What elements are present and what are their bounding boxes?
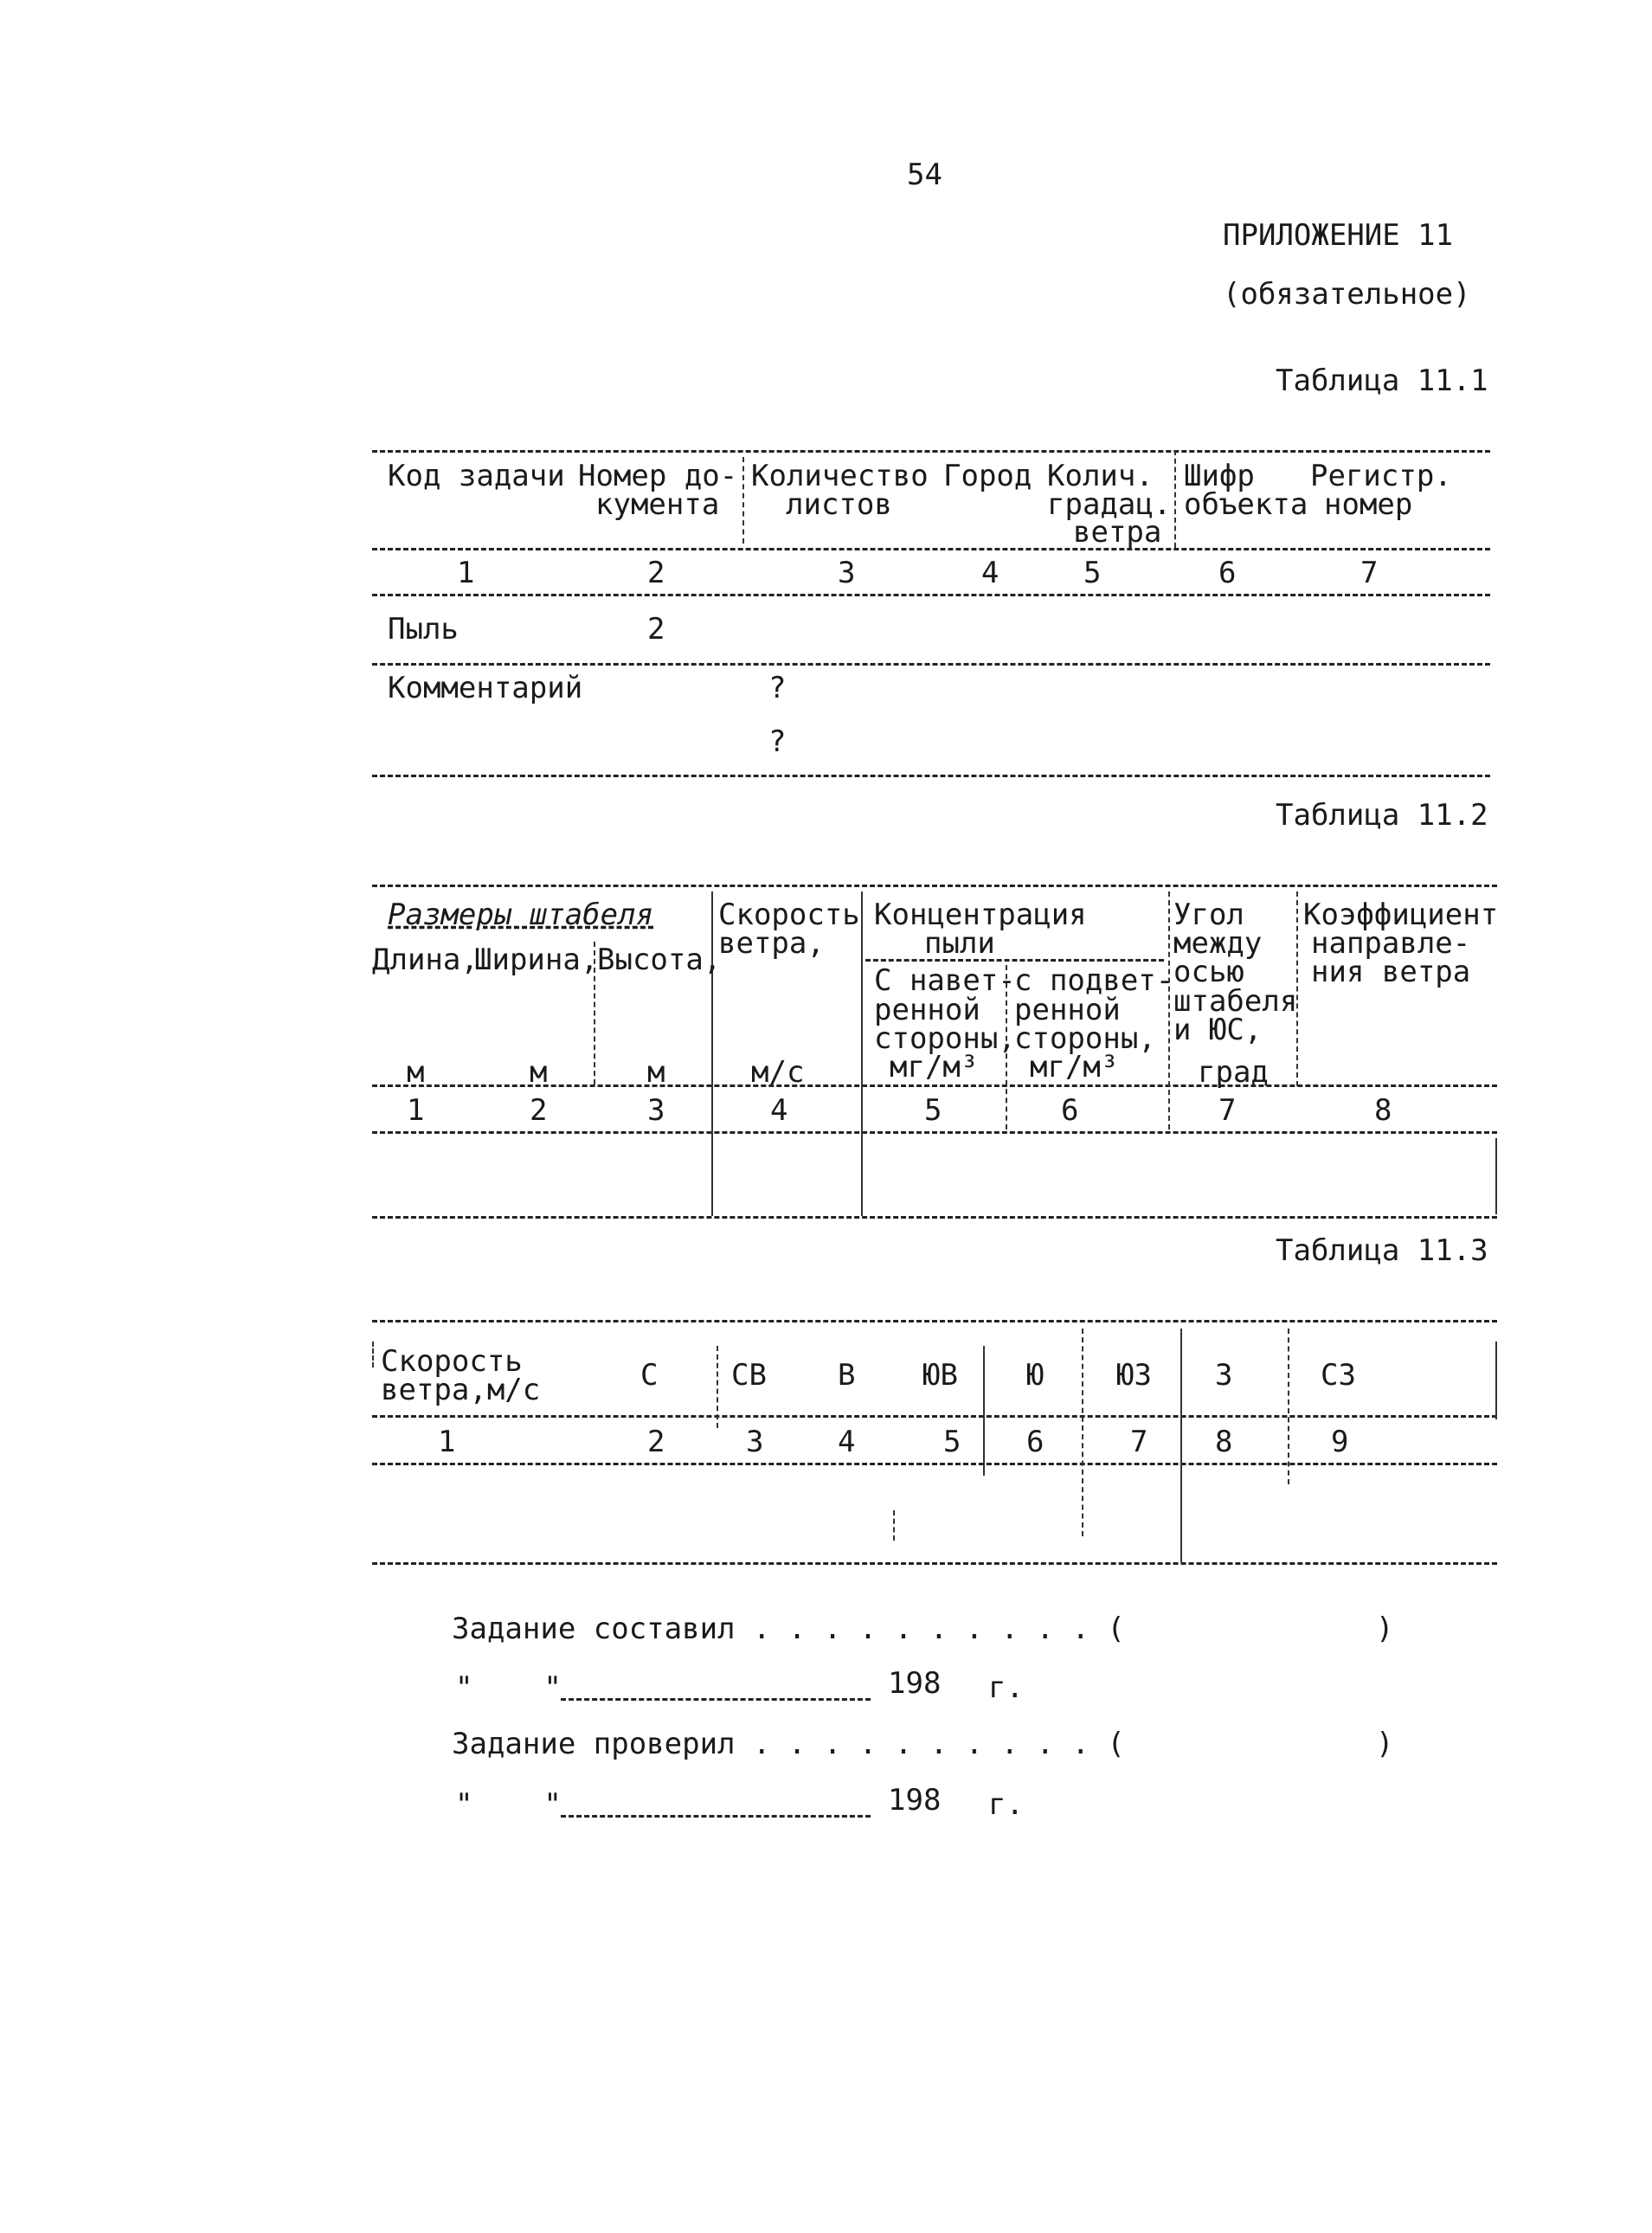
t1-column-number: 2 xyxy=(647,556,665,590)
t1-header-reg-number: Регистр. xyxy=(1310,459,1452,493)
composed-year-suffix: г. xyxy=(988,1670,1024,1705)
page-number: 54 xyxy=(907,158,942,192)
t2-header-wind-speed: Скорость xyxy=(718,898,860,932)
checked-year: 198 xyxy=(888,1783,942,1818)
checked-date-quotes: " " xyxy=(455,1787,562,1822)
column-divider xyxy=(1168,891,1170,1129)
t2-header-windward: ренной xyxy=(874,993,980,1027)
t1-row-value: 2 xyxy=(647,612,665,647)
t3-column-number: 3 xyxy=(746,1425,764,1459)
t1-header-object-code: объекта xyxy=(1184,487,1308,522)
column-divider xyxy=(1495,1138,1497,1214)
t2-header-leeward: с подвет- xyxy=(1014,963,1174,998)
t3-header-direction: В xyxy=(838,1358,856,1393)
t2-column-number: 1 xyxy=(407,1093,425,1128)
t2-header-leeward: ренной xyxy=(1014,993,1121,1027)
appendix-status: (обязательное) xyxy=(1223,277,1471,312)
t2-header-length: Длина, xyxy=(372,943,479,977)
column-divider xyxy=(1174,450,1176,548)
t1-header-gradations: градац. xyxy=(1047,487,1172,522)
table-rule xyxy=(372,1216,1497,1219)
t2-header-coefficient: ния ветра xyxy=(1311,955,1471,989)
t2-unit: мг/м³ xyxy=(1030,1050,1119,1084)
t2-unit: м xyxy=(530,1055,548,1090)
t3-column-number: 8 xyxy=(1215,1425,1233,1459)
t2-unit: град xyxy=(1198,1055,1269,1090)
t1-column-number: 3 xyxy=(838,556,856,590)
t3-header-wind-speed: Скорость xyxy=(381,1344,523,1379)
table-rule xyxy=(372,450,1490,453)
t3-header-direction: Ю xyxy=(1026,1358,1045,1393)
t1-row-label: Пыль xyxy=(388,612,459,647)
table-rule xyxy=(372,1562,1497,1565)
t2-header-angle: и ЮС, xyxy=(1173,1013,1263,1047)
t1-header-city: Город xyxy=(943,459,1032,493)
t3-header-direction: СЗ xyxy=(1321,1358,1356,1393)
table-rule xyxy=(372,775,1490,777)
t3-header-direction: З xyxy=(1215,1358,1233,1393)
t2-column-number: 5 xyxy=(924,1093,942,1128)
table-11-2-caption: Таблица 11.2 xyxy=(1276,798,1488,833)
table-rule xyxy=(372,594,1490,596)
column-divider xyxy=(1288,1329,1289,1484)
t1-header-sheets: листов xyxy=(786,487,892,522)
composed-date-line xyxy=(561,1698,871,1701)
t2-header-angle: штабеля xyxy=(1173,984,1298,1019)
t2-unit: м/с xyxy=(751,1055,805,1090)
column-divider xyxy=(1495,1342,1497,1419)
t3-column-number: 1 xyxy=(438,1425,456,1459)
t1-row-value: ? xyxy=(768,724,787,759)
t2-header-concentration: пыли xyxy=(924,926,995,961)
t2-header-angle: осью xyxy=(1173,955,1244,989)
t1-row-value: ? xyxy=(768,671,787,705)
appendix-title: ПРИЛОЖЕНИЕ 11 xyxy=(1223,218,1454,253)
t1-row-label: Комментарий xyxy=(388,671,583,705)
t1-column-number: 5 xyxy=(1083,556,1102,590)
table-11-3-caption: Таблица 11.3 xyxy=(1276,1233,1488,1268)
column-divider xyxy=(711,891,713,1216)
t3-column-number: 6 xyxy=(1026,1425,1045,1459)
t1-header-gradations: ветра xyxy=(1073,515,1162,550)
checked-year-suffix: г. xyxy=(988,1787,1024,1822)
t3-header-direction: С xyxy=(640,1358,659,1393)
column-divider xyxy=(893,1510,895,1541)
column-divider xyxy=(717,1346,718,1428)
column-divider xyxy=(861,891,863,1216)
t2-unit: м xyxy=(647,1055,665,1090)
t3-header-direction: ЮВ xyxy=(922,1358,958,1393)
t1-header-docnum: Номер до- xyxy=(578,459,738,493)
t2-header-coefficient: направле- xyxy=(1311,926,1471,961)
t1-header-docnum: кумента xyxy=(595,487,720,522)
t2-column-number: 7 xyxy=(1218,1093,1237,1128)
t2-unit: м xyxy=(407,1055,425,1090)
table-11-1-caption: Таблица 11.1 xyxy=(1276,364,1488,398)
t2-header-windward: С навет- xyxy=(874,963,1016,998)
table-rule xyxy=(372,885,1497,887)
t2-column-number: 4 xyxy=(770,1093,788,1128)
column-divider xyxy=(1180,1329,1182,1562)
t2-header-angle: Угол xyxy=(1173,898,1244,932)
t2-header-windward: стороны, xyxy=(874,1021,1016,1056)
t3-column-number: 5 xyxy=(943,1425,961,1459)
checked-date-line xyxy=(561,1815,871,1818)
t2-header-stack-size: Размеры штабеля xyxy=(388,898,654,932)
composed-year: 198 xyxy=(888,1666,942,1701)
t2-header-height: Высота, xyxy=(597,943,722,977)
t2-column-number: 2 xyxy=(530,1093,548,1128)
t3-header-wind-speed: ветра,м/с xyxy=(381,1373,541,1407)
t1-header-gradations: Колич. xyxy=(1047,459,1154,493)
t2-unit: мг/м³ xyxy=(890,1050,979,1084)
table-rule xyxy=(372,1320,1497,1322)
t1-header-object-code: Шифр xyxy=(1184,459,1255,493)
column-divider xyxy=(1082,1329,1083,1536)
t2-header-angle: между xyxy=(1173,926,1263,961)
t1-column-number: 4 xyxy=(981,556,1000,590)
table-rule xyxy=(372,1131,1497,1134)
table-rule xyxy=(372,1415,1497,1418)
t3-column-number: 4 xyxy=(838,1425,856,1459)
t1-column-number: 1 xyxy=(457,556,475,590)
table-rule xyxy=(372,663,1490,666)
t2-header-wind-speed: ветра, xyxy=(718,926,825,961)
column-divider xyxy=(372,1342,374,1367)
t3-column-number: 7 xyxy=(1130,1425,1148,1459)
composed-date-quotes: " " xyxy=(455,1670,562,1705)
t1-column-number: 7 xyxy=(1360,556,1379,590)
t2-header-concentration: Концентрация xyxy=(874,898,1087,932)
t2-column-number: 8 xyxy=(1374,1093,1392,1128)
t2-header-width: Ширина, xyxy=(474,943,599,977)
t3-column-number: 2 xyxy=(647,1425,665,1459)
column-divider xyxy=(983,1346,985,1476)
t2-header-coefficient: Коэффициент xyxy=(1303,898,1499,932)
t1-header-code: Код задачи xyxy=(388,459,565,493)
column-divider xyxy=(742,457,744,544)
checked-by-label: Задание проверил . . . . . . . . . . ( xyxy=(452,1727,1125,1761)
t2-column-number: 6 xyxy=(1061,1093,1079,1128)
t3-header-direction: ЮЗ xyxy=(1116,1358,1152,1393)
t3-column-number: 9 xyxy=(1331,1425,1349,1459)
composed-by-label: Задание составил . . . . . . . . . . ( xyxy=(452,1612,1125,1646)
t2-header-leeward: стороны, xyxy=(1014,1021,1156,1056)
t3-header-direction: СВ xyxy=(731,1358,767,1393)
t1-header-reg-number: номер xyxy=(1324,487,1413,522)
t1-column-number: 6 xyxy=(1218,556,1237,590)
t2-column-number: 3 xyxy=(647,1093,665,1128)
table-rule xyxy=(372,1463,1497,1465)
table-rule xyxy=(865,959,1164,962)
composed-by-paren: ) xyxy=(1376,1612,1394,1646)
table-rule xyxy=(372,548,1490,550)
checked-by-paren: ) xyxy=(1376,1727,1394,1761)
t1-header-sheets: Количество xyxy=(751,459,929,493)
